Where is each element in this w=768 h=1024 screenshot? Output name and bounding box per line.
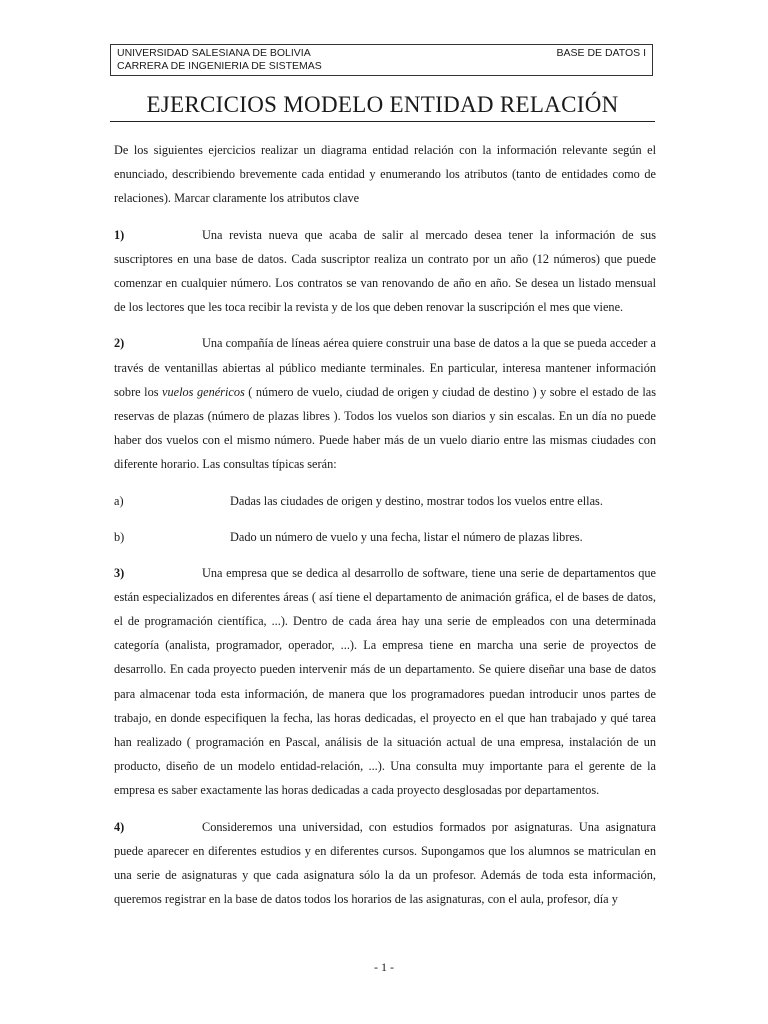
title-underline xyxy=(110,121,655,122)
option-letter: b) xyxy=(114,529,125,544)
page-header xyxy=(110,44,653,76)
exercise-number: 3) xyxy=(114,565,125,580)
page-number: - 1 - xyxy=(374,960,394,974)
option-a xyxy=(114,489,656,513)
exercise-number: 4) xyxy=(114,819,125,834)
option-b xyxy=(114,525,656,549)
exercise-number: 1) xyxy=(114,227,125,242)
career-name: CARRERA DE INGENIERIA DE SISTEMAS xyxy=(117,60,322,72)
exercise-1 xyxy=(114,223,656,320)
exercise-2 xyxy=(114,331,656,476)
italic-term: vuelos genéricos xyxy=(162,384,245,399)
page-title: EJERCICIOS MODELO ENTIDAD RELACIÓN xyxy=(146,92,619,117)
exercise-3 xyxy=(114,561,656,803)
exercise-text: Una empresa que se dedica al desarrollo de software, tiene una serie de departamentos que están especializados en diferentes áreas ( así tiene el departamento de animación gráfica, el de bases de datos, el de programación científica, ...). Dentro de cada área hay una serie de empleados con una determinada categoría (analista, programador, operador, ...). La empresa tiene en marcha una serie de proyectos de desarrollo. En cada proyecto pueden intervenir más de un departamento. Se quiere diseñar una base de datos para almacenar toda esta información, de manera que los programadores puedan introducir unos partes de trabajo, en donde especifiquen la fecha, las horas dedicadas, el proyecto en el que han trabajado y qué tarea han realizado ( programación en Pascal, análisis de la situación actual de una empresa, instalación de un producto, diseño de un modelo entidad-relación, ...). Una consulta muy importante para el gerente de la empresa es saber exactamente las horas dedicadas a cada proyecto desglosadas por departamentos. xyxy=(114,565,656,798)
university-name: UNIVERSIDAD SALESIANA DE BOLIVIA xyxy=(117,47,311,59)
exercise-text: ( número de vuelo, ciudad de origen y ciudad de destino ) y sobre el estado de las reservas de plazas (número de plazas libres ). Todos los vuelos son diarios y sin escalas. En un día no puede haber dos vuelos con el mismo número. Puede haber más de un vuelo diario entre las mismas ciudades con diferente horario. Las consultas típicas serán: xyxy=(114,384,657,472)
option-text: Dado un número de vuelo y una fecha, listar el número de plazas libres. xyxy=(230,529,583,544)
exercise-4 xyxy=(114,815,656,912)
exercise-number: 2) xyxy=(114,336,125,351)
option-text: Dadas las ciudades de origen y destino, mostrar todos los vuelos entre ellas. xyxy=(230,493,603,508)
intro-paragraph: De los siguientes ejercicios realizar un diagrama entidad relación con la información relevante según el enunciado, describiendo brevemente cada entidad y enumerando los atributos (tanto de entidades como de relaciones). Marcar claramente los atributos clave xyxy=(114,143,656,206)
exercise-text: Una revista nueva que acaba de salir al mercado desea tener la información de sus suscriptores en una base de datos. Cada suscriptor realiza un contrato por un año (12 números) que puede comenzar en cualquier número. Los contratos se van renovando de año en año. Se desea un listado mensual de los lectores que les toca recibir la revista y de los que deben renovar la suscripción el mes que viene. xyxy=(114,227,656,315)
option-letter: a) xyxy=(114,493,124,508)
exercise-text: Una compañía de líneas aérea quiere construir una base de datos a la que se pueda acceder a través de ventanillas abiertas al público mediante terminales. En particular, interesa mantener información sobre los xyxy=(114,336,656,399)
exercise-text: Consideremos una universidad, con estudios formados por asignaturas. Una asignatura puede aparecer en diferentes estudios y en diferentes cursos. Supongamos que los alumnos se matriculan en una serie de asignaturas y que cada asignatura sólo la da un profesor. Además de toda esta información, queremos registrar en la base de datos todos los horarios de las asignaturas, con el aula, profesor, día y xyxy=(114,819,656,907)
document-body xyxy=(114,138,656,923)
course-name: BASE DE DATOS I xyxy=(556,47,646,59)
